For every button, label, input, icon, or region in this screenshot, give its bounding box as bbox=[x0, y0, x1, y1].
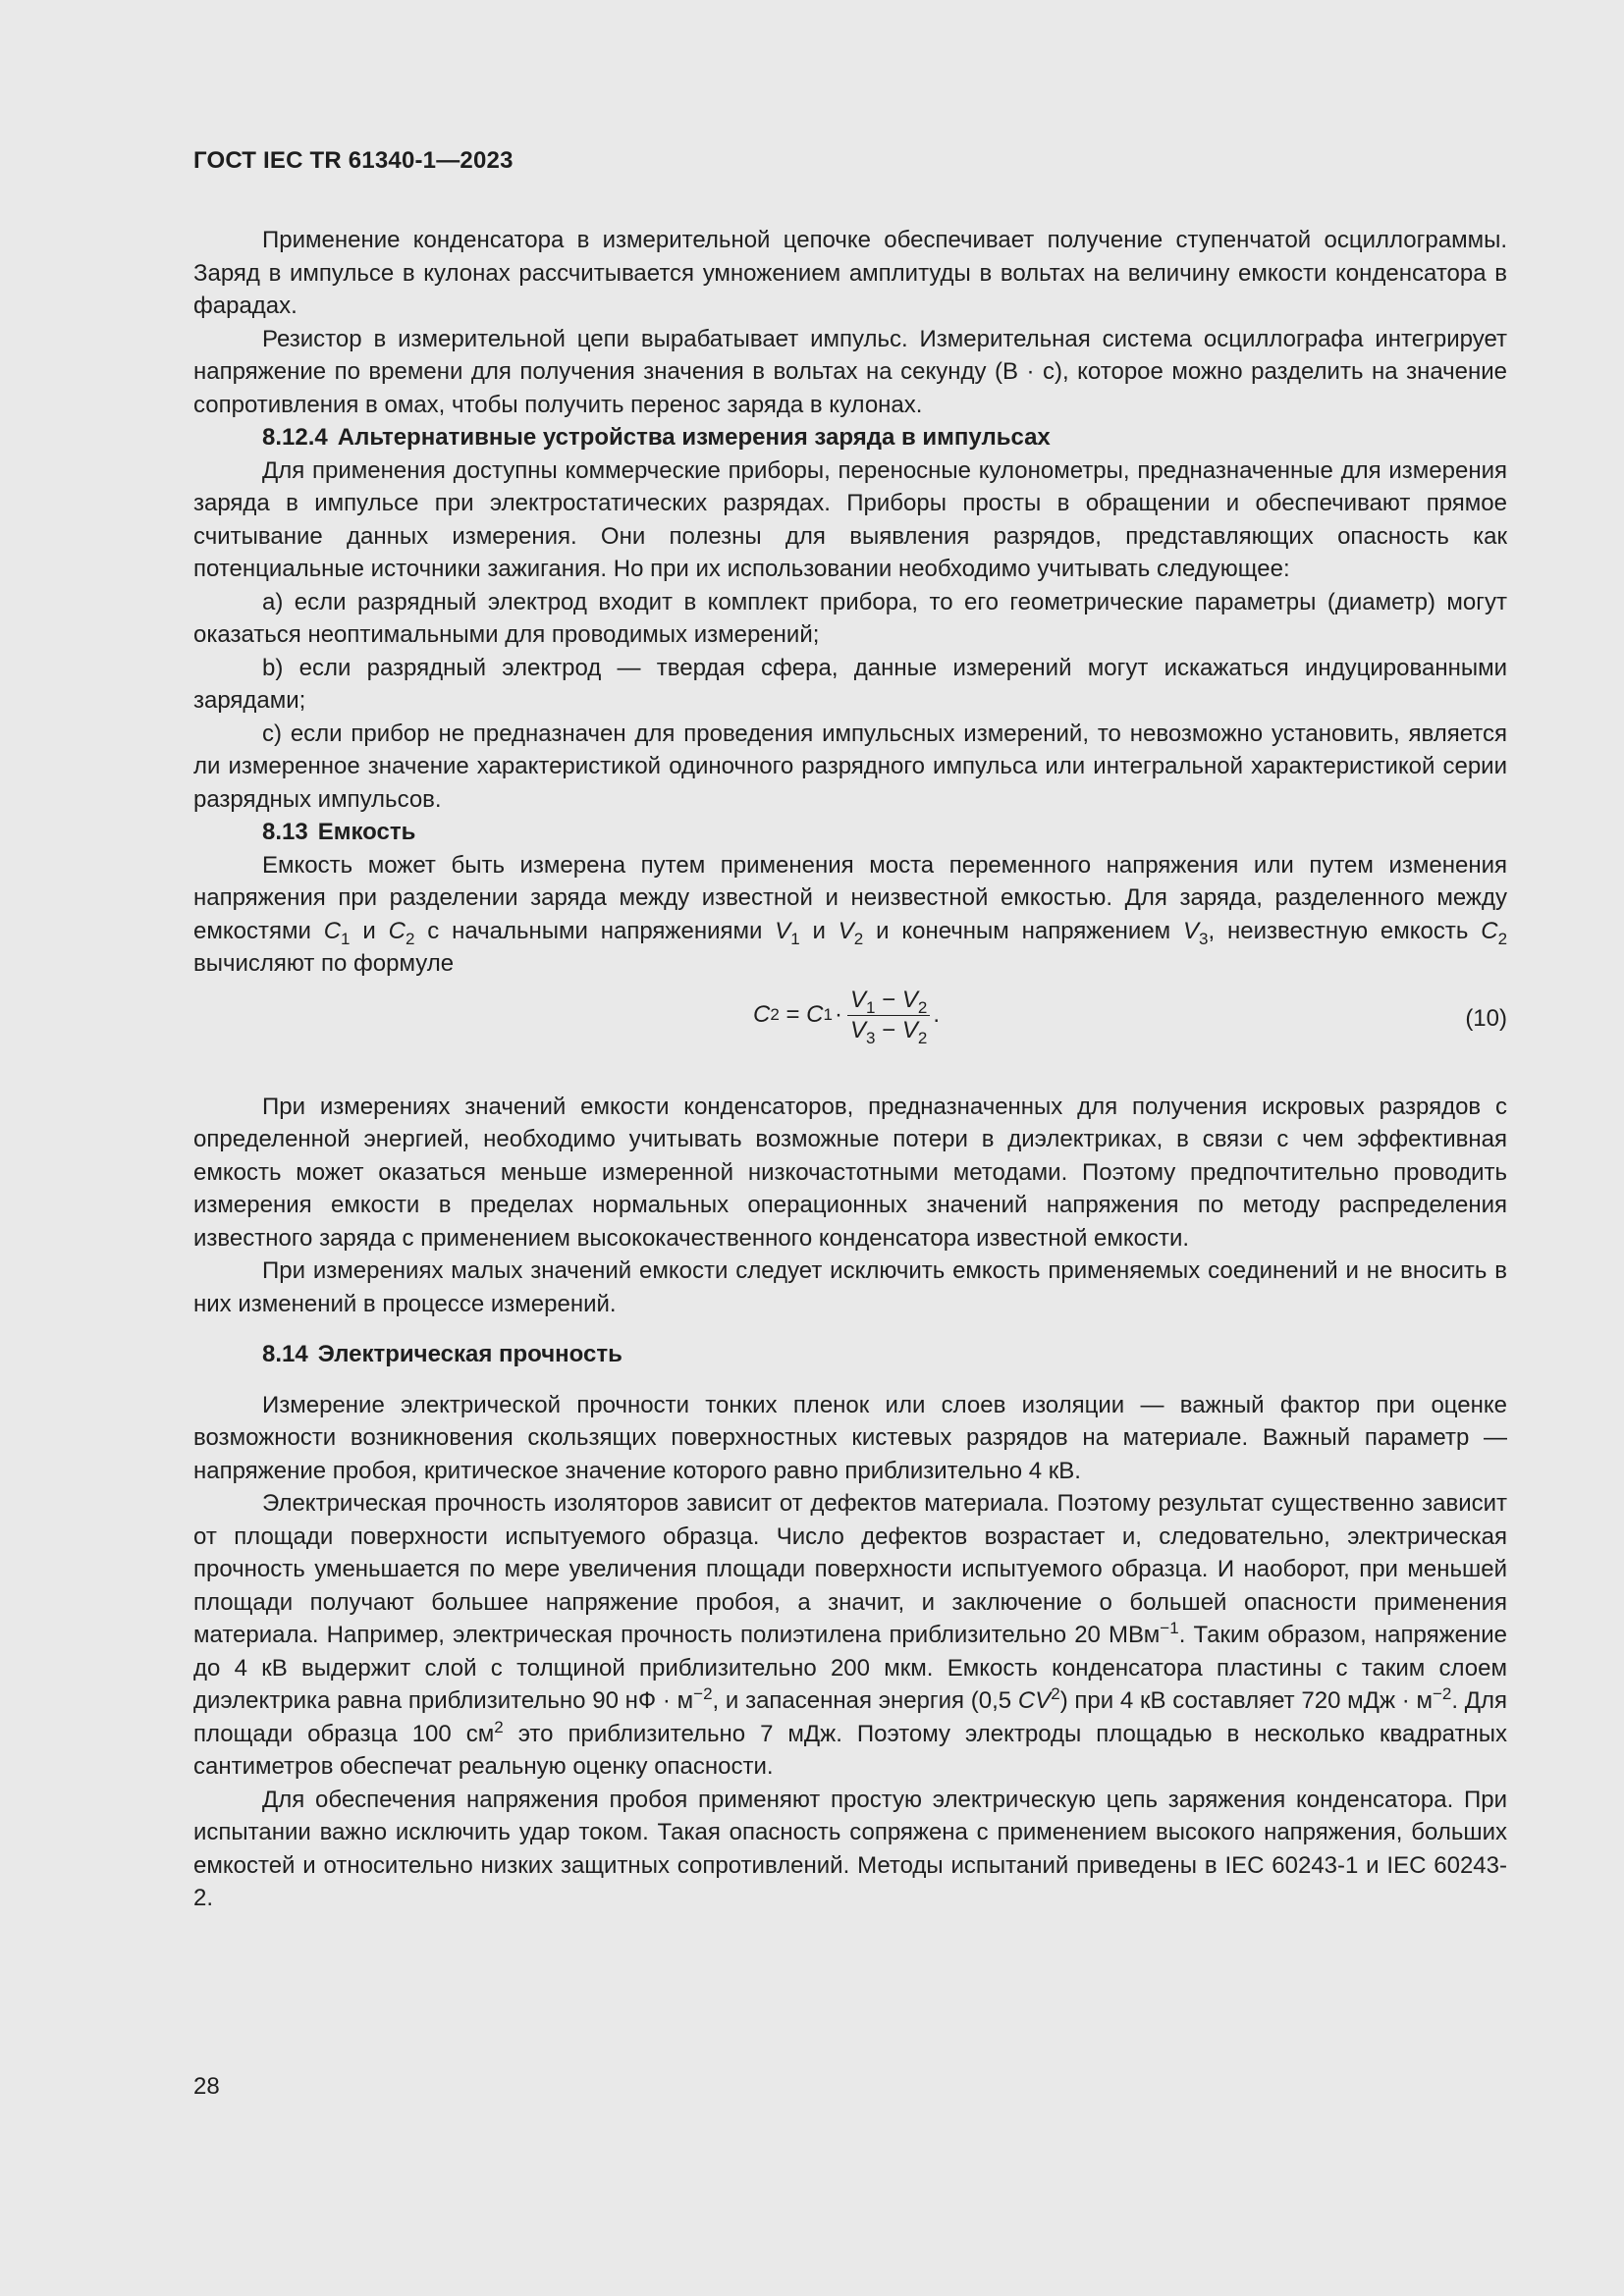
paragraph: Для обеспечения напряжения пробоя применяют простую электрическую цепь заряжения конденсатора. При испытании важно исключить удар током. Такая опасность сопряжена с применением высокого напряжения, больших емкостей и относительно низких защитных сопротивлений. Методы испытаний приведены в IEC 60243-1 и IEC 60243-2. bbox=[193, 1786, 1507, 1911]
list-item: a) если разрядный электрод входит в комплект прибора, то его геометрические параметры (диаметр) могут оказаться неоптимальными для проводимых измерений; bbox=[193, 588, 1507, 648]
section-number: 8.14 bbox=[262, 1341, 308, 1367]
document-code-header: ГОСТ IEC TR 61340-1—2023 bbox=[193, 147, 514, 174]
list-item: c) если прибор не предназначен для проведения импульсных измерений, то невозможно установить, является ли измеренное значение характеристикой одиночного разрядного импульса или интегральной характеристикой серии разрядных импульсов. bbox=[193, 720, 1507, 813]
paragraph: Емкость может быть измерена путем применения моста переменного напряжения или путем изменения напряжения при разделении заряда между известной и неизвестной емкостью. Для заряда, разделенного между емкостями $C_1$ и $C_2$ с начальными напряжениями $V_1$ и $V_2$ и конечным напряжением $V_3$, неизвестную емкость $C_2$ вычисляют по формуле bbox=[193, 851, 1508, 977]
fraction-numerator: $V_1 - V_2$ bbox=[847, 987, 930, 1016]
section-title: Альтернативные устройства измерения заряда в импульсах bbox=[337, 424, 1051, 451]
page-number: 28 bbox=[193, 2073, 220, 2100]
paragraph: При измерениях значений емкости конденсаторов, предназначенных для получения искровых разрядов с определенной энергией, необходимо учитывать возможные потери в диэлектриках, в связи с чем эффективная емкость может оказаться меньше измеренной низкочастотными методами. Поэтому предпочтительно проводить измерения емкости в пределах нормальных операционных значений напряжения по методу распределения известного заряда с применением высококачественного конденсатора известной емкости. bbox=[193, 1093, 1507, 1252]
section-heading-8-12-4 bbox=[193, 421, 1507, 454]
section-number: 8.13 bbox=[262, 819, 308, 845]
paragraph: Применение конденсатора в измерительной цепочке обеспечивает получение ступенчатой осциллограммы. Заряд в импульсе в кулонах рассчитывается умножением амплитуды в вольтах на величину емкости конденсатора в фарадах. bbox=[193, 227, 1507, 319]
list-item: b) если разрядный электрод — твердая сфера, данные измерений могут искажаться индуцированными зарядами; bbox=[193, 654, 1507, 714]
paragraph: При измерениях малых значений емкости следует исключить емкость применяемых соединений и не вносить в них изменений в процессе измерений. bbox=[193, 1257, 1507, 1317]
paragraph: Измерение электрической прочности тонких пленок или слоев изоляции — важный фактор при оценке возможности возникновения скользящих поверхностных кистевых разрядов на материале. Важный параметр — напряжение пробоя, критическое значение которого равно приблизительно 4 кВ. bbox=[193, 1391, 1507, 1484]
section-title: Емкость bbox=[317, 819, 416, 845]
fraction bbox=[847, 986, 930, 1047]
fraction-denominator: $V_3 - V_2$ bbox=[849, 1016, 928, 1047]
section-heading-8-14 bbox=[193, 1338, 1507, 1371]
section-title: Электрическая прочность bbox=[317, 1341, 623, 1367]
section-heading-8-13 bbox=[193, 816, 1507, 849]
equation-number: (10) bbox=[1465, 1004, 1507, 1032]
formula-expression: C 2 = C 1 · $\frac{V_1 - V_2}{V_3 - V_2}$ . bbox=[753, 986, 940, 1047]
paragraph: Для применения доступны коммерческие приборы, переносные кулонометры, предназначенные для измерения заряда в импульсе при электростатических разрядах. Приборы просты в обращении и обеспечивают прямое считывание данных измерения. Они полезны для выявления разрядов, представляющих опасность как потенциальные источники зажигания. Но при их использовании необходимо учитывать следующее: bbox=[193, 456, 1507, 582]
document-body bbox=[193, 224, 1507, 1915]
formula-10 bbox=[193, 981, 1507, 1091]
paragraph: Электрическая прочность изоляторов зависит от дефектов материала. Поэтому результат существенно зависит от площади поверхности испытуемого образца. Число дефектов возрастает и, следовательно, электрическая прочность уменьшается по мере увеличения площади поверхности испытуемого образца. И наоборот, при меньшей площади получают большее напряжение пробоя, а значит, и заключение о большей опасности применения материала. Например, электрическая прочность полиэтилена приблизительно 20 МВм$^{-1}$. Таким образом, напряжение до 4 кВ выдержит слой с толщиной приблизительно 200 мкм. Емкость конденсатора пластины с таким слоем диэлектрика равна приблизительно 90 нФ · $м^{-2}$, и запасенная энергия (0,5 $CV^2$) при 4 кВ составляет 720 мДж · $м^{-2}$. Для площади образца 100 $см^2$ это приблизительно 7 мДж. Поэтому электроды площадью в несколько квадратных сантиметров обеспечат реальную оценку опасности. bbox=[193, 1490, 1508, 1780]
section-number: 8.12.4 bbox=[262, 424, 328, 451]
paragraph: Резистор в измерительной цепи вырабатывает импульс. Измерительная система осциллографа интегрирует напряжение по времени для получения значения в вольтах на секунду (В · с), которое можно разделить на значение сопротивления в омах, чтобы получить перенос заряда в кулонах. bbox=[193, 325, 1507, 418]
